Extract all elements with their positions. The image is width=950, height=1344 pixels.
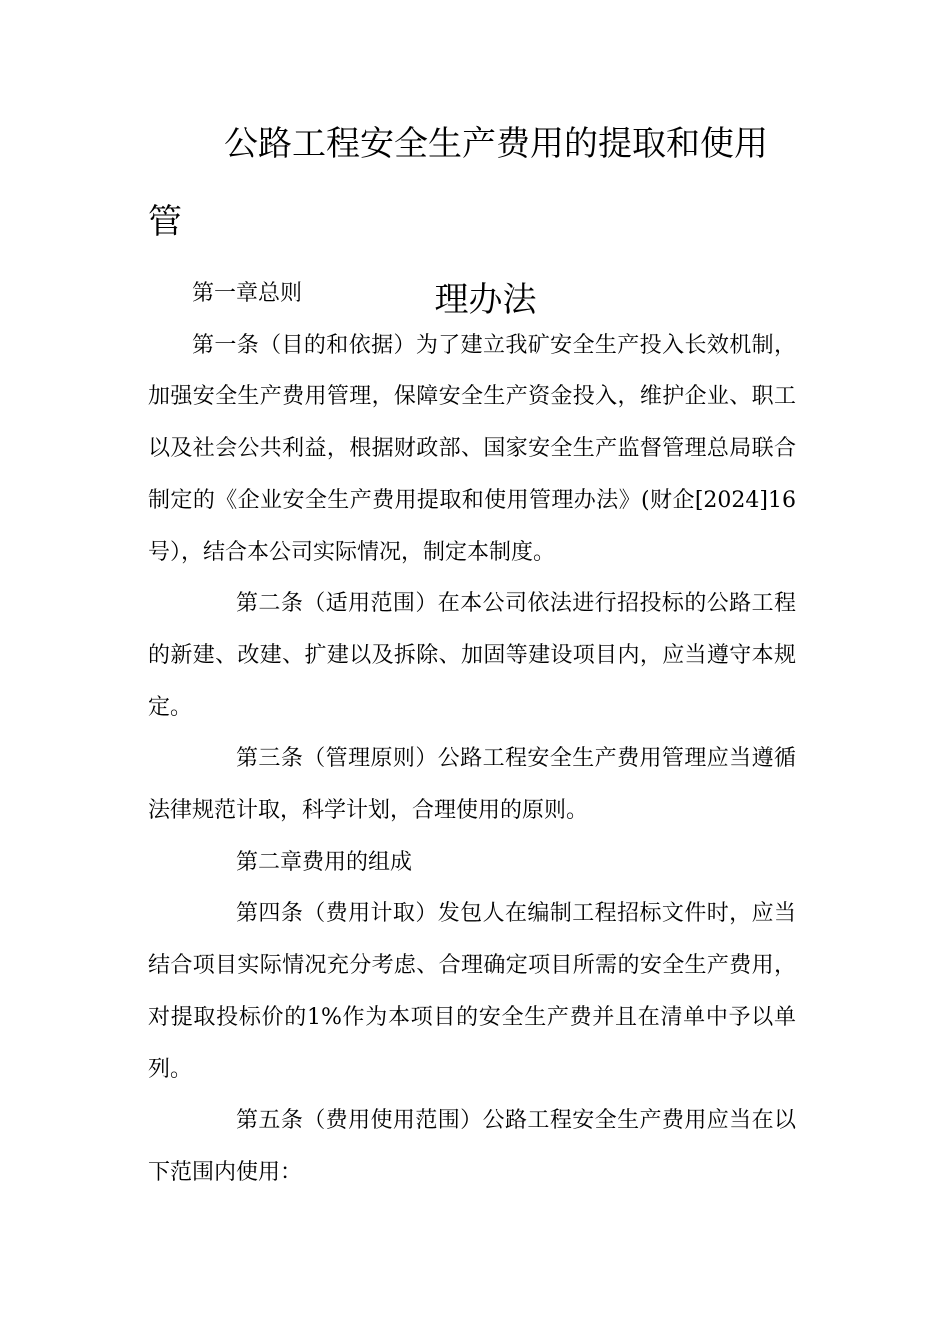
title-line-1: 公路工程安全生产费用的提取和使用管 (148, 124, 768, 242)
article-4-paragraph: 第四条（费用计取）发包人在编制工程招标文件时，应当结合项目实际情况充分考虑、合理确定项目所需的安全生产费用，对提取投标价的1%作为本项目的安全生产费并且在清单中予以单列。 (148, 901, 796, 1082)
article-3-paragraph: 第三条（管理原则）公路工程安全生产费用管理应当遵循法律规范计取，科学计划，合理使用的原则。 (148, 746, 796, 824)
chapter-heading-2: 第二章费用的组成 (236, 849, 413, 875)
chapter-heading-1: 第一章总则 (192, 281, 303, 306)
article-2-paragraph: 第二条（适用范围）在本公司依法进行招投标的公路工程的新建、改建、扩建以及拆除、加固等建设项目内，应当遵守本规定。 (148, 591, 796, 720)
article-5-paragraph: 第五条（费用使用范围）公路工程安全生产费用应当在以下范围内使用： (148, 1108, 796, 1185)
document-body (148, 268, 796, 1199)
article-1-paragraph: 第一条（目的和依据）为了建立我矿安全生产投入长效机制，加强安全生产费用管理，保障安全生产资金投入，维护企业、职工以及社会公共利益，根据财政部、国家安全生产监督管理总局联合制定的《企业安全生产费用提取和使用管理办法》(财企[2024]16号），结合本公司实际情况，制定本制度。 (148, 332, 796, 565)
title-line-2: 理办法 (434, 280, 537, 320)
